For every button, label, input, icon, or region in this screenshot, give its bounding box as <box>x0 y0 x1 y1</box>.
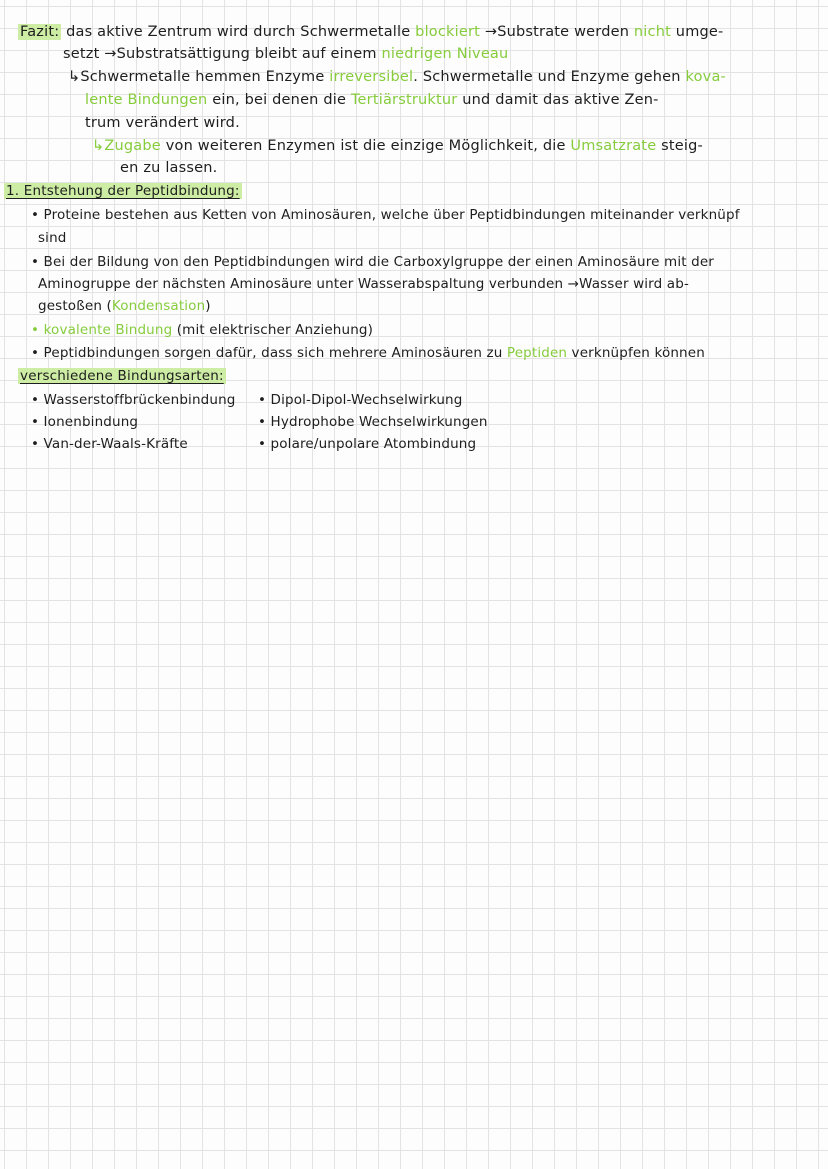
keyword-kovalente: kova- <box>685 69 726 85</box>
bond-item: • Wasserstoffbrückenbindung <box>31 392 236 408</box>
bond-item: • Hydrophobe Wechselwirkungen <box>258 414 488 430</box>
bond-item: • polare/unpolare Atombindung <box>258 436 477 452</box>
fazit-line-4 <box>85 90 659 110</box>
bond-right-3 <box>258 434 476 454</box>
bullet-4 <box>31 343 705 363</box>
heading-text: verschiedene Bindungsarten: <box>20 368 224 384</box>
bullet-text: verknüpfen können <box>567 345 705 361</box>
keyword-niedrigen-niveau: niedrigen Niveau <box>381 46 509 62</box>
fazit-text: steig- <box>656 138 703 154</box>
bullet-2-line-2 <box>38 274 689 294</box>
fazit-line-1 <box>18 22 723 42</box>
fazit-line-7 <box>120 158 217 178</box>
bullet-3 <box>31 320 373 340</box>
keyword-irreversibel: irreversibel <box>329 69 414 85</box>
bond-item: • Van-der-Waals-Kräfte <box>31 436 188 452</box>
bullet-text: • Bei der Bildung von den Peptidbindungen wird die Carboxylgruppe der einen Aminosäure mit der <box>31 254 714 270</box>
bullet-text: gestoßen ( <box>38 298 112 314</box>
fazit-line-2 <box>63 44 508 64</box>
fazit-line-3 <box>68 67 726 87</box>
keyword-kovalente-bindung: kovalente Bindung <box>43 322 173 338</box>
fazit-text: von weiteren Enzymen ist die einzige Möglichkeit, die <box>160 138 571 154</box>
fazit-text: ein, bei denen die <box>207 92 351 108</box>
bond-right-1 <box>258 390 462 410</box>
bullet-text: sind <box>38 230 67 246</box>
bullet-2-line-1 <box>31 252 714 272</box>
bullet-text: (mit elektrischer Anziehung) <box>172 322 374 338</box>
section-heading-bindungsarten <box>18 366 226 386</box>
keyword-nicht: nicht <box>633 24 671 40</box>
keyword-zugabe: Zugabe <box>104 138 161 154</box>
bullet-2-line-3 <box>38 296 211 316</box>
bond-left-1 <box>31 390 236 410</box>
fazit-text: setzt →Substratsättigung bleibt auf einem <box>63 46 382 62</box>
fazit-label: Fazit: <box>20 24 60 40</box>
bullet-text: • Peptidbindungen sorgen dafür, dass sich mehrere Aminosäuren zu <box>31 345 507 361</box>
bond-left-3 <box>31 434 188 454</box>
fazit-line-6 <box>92 136 703 156</box>
fazit-text: . Schwermetalle und Enzyme gehen <box>413 69 686 85</box>
fazit-text: ↳Schwermetalle hemmen Enzyme <box>68 69 330 85</box>
fazit-text: trum verändert wird. <box>85 115 240 131</box>
keyword-kondensation: Kondensation <box>111 298 206 314</box>
bullet-text: • Proteine bestehen aus Ketten von Aminosäuren, welche über Peptidbindungen miteinander verknüpf <box>31 207 740 223</box>
keyword-tertiaerstruktur: Tertiärstruktur <box>350 92 458 108</box>
keyword-blockiert: blockiert <box>415 24 481 40</box>
fazit-line-5 <box>85 113 240 133</box>
arrow-icon: ↳ <box>92 138 105 154</box>
fazit-text: und damit das aktive Zen- <box>457 92 659 108</box>
bullet-dot: • <box>31 322 44 338</box>
bond-left-2 <box>31 412 138 432</box>
fazit-text: umge- <box>671 24 724 40</box>
bond-item: • Ionenbindung <box>31 414 139 430</box>
bullet-1-line-2 <box>38 228 67 248</box>
bullet-text: Aminogruppe der nächsten Aminosäure unter Wasserabspaltung verbunden →Wasser wird ab- <box>38 276 689 292</box>
keyword-umsatzrate: Umsatzrate <box>570 138 657 154</box>
bullet-text: ) <box>205 298 211 314</box>
bond-right-2 <box>258 412 488 432</box>
keyword-lente-bindungen: lente Bindungen <box>85 92 208 108</box>
fazit-text: das aktive Zentrum wird durch Schwermetalle <box>61 24 416 40</box>
bullet-1-line-1 <box>31 205 740 225</box>
fazit-text: →Substrate werden <box>480 24 634 40</box>
bond-item: • Dipol-Dipol-Wechselwirkung <box>258 392 463 408</box>
fazit-text: en zu lassen. <box>120 160 218 176</box>
keyword-peptiden: Peptiden <box>506 345 568 361</box>
section-heading-peptidbindung <box>4 181 242 201</box>
heading-text: 1. Entstehung der Peptidbindung: <box>6 183 240 199</box>
